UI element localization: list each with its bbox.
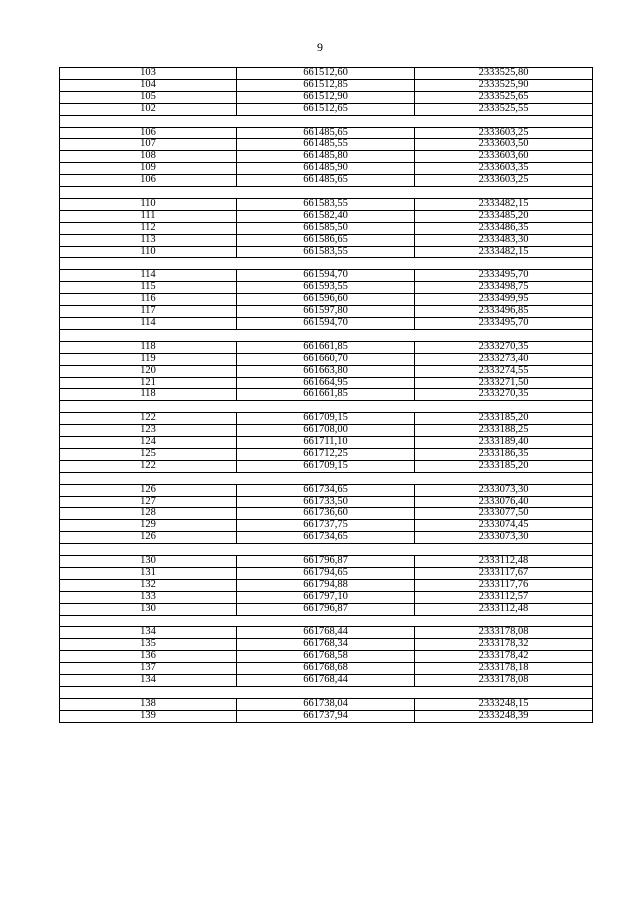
table-row <box>60 627 593 639</box>
table-row <box>60 163 593 175</box>
point-number-cell: 124 <box>60 437 237 449</box>
x-coordinate-cell: 661709,15 <box>237 460 415 472</box>
x-coordinate-cell: 661796,87 <box>237 603 415 615</box>
y-coordinate-cell: 2333112,48 <box>415 603 593 615</box>
y-coordinate-cell: 2333603,50 <box>415 139 593 151</box>
point-number-cell: 132 <box>60 579 237 591</box>
point-number-cell: 129 <box>60 520 237 532</box>
point-number-cell: 113 <box>60 234 237 246</box>
point-number-cell: 109 <box>60 163 237 175</box>
table-row <box>60 270 593 282</box>
y-coordinate-cell: 2333077,50 <box>415 508 593 520</box>
table-row <box>60 603 593 615</box>
point-number-cell: 118 <box>60 389 237 401</box>
table-row <box>60 341 593 353</box>
table-row <box>60 508 593 520</box>
point-number-cell: 106 <box>60 127 237 139</box>
point-number-cell: 136 <box>60 651 237 663</box>
table-row <box>60 651 593 663</box>
y-coordinate-cell: 2333189,40 <box>415 437 593 449</box>
x-coordinate-cell: 661737,94 <box>237 710 415 722</box>
x-coordinate-cell: 661738,04 <box>237 698 415 710</box>
point-number-cell: 110 <box>60 198 237 210</box>
group-separator-cell <box>60 258 593 270</box>
x-coordinate-cell: 661737,75 <box>237 520 415 532</box>
x-coordinate-cell: 661768,44 <box>237 675 415 687</box>
table-row <box>60 79 593 91</box>
y-coordinate-cell: 2333603,60 <box>415 151 593 163</box>
table-row <box>60 448 593 460</box>
group-separator-cell <box>60 544 593 556</box>
point-number-cell: 134 <box>60 627 237 639</box>
group-separator-row <box>60 115 593 127</box>
group-separator-row <box>60 615 593 627</box>
y-coordinate-cell: 2333274,55 <box>415 365 593 377</box>
table-row <box>60 282 593 294</box>
group-separator-cell <box>60 329 593 341</box>
y-coordinate-cell: 2333603,25 <box>415 175 593 187</box>
y-coordinate-cell: 2333112,57 <box>415 591 593 603</box>
y-coordinate-cell: 2333117,76 <box>415 579 593 591</box>
table-row <box>60 353 593 365</box>
y-coordinate-cell: 2333482,15 <box>415 198 593 210</box>
point-number-cell: 131 <box>60 567 237 579</box>
x-coordinate-cell: 661768,44 <box>237 627 415 639</box>
y-coordinate-cell: 2333525,65 <box>415 91 593 103</box>
point-number-cell: 108 <box>60 151 237 163</box>
table-row <box>60 663 593 675</box>
y-coordinate-cell: 2333186,35 <box>415 448 593 460</box>
point-number-cell: 115 <box>60 282 237 294</box>
table-row <box>60 413 593 425</box>
group-separator-row <box>60 544 593 556</box>
y-coordinate-cell: 2333248,39 <box>415 710 593 722</box>
point-number-cell: 102 <box>60 103 237 115</box>
y-coordinate-cell: 2333270,35 <box>415 389 593 401</box>
point-number-cell: 135 <box>60 639 237 651</box>
x-coordinate-cell: 661708,00 <box>237 425 415 437</box>
table-row <box>60 222 593 234</box>
table-row <box>60 198 593 210</box>
point-number-cell: 114 <box>60 270 237 282</box>
x-coordinate-cell: 661794,65 <box>237 567 415 579</box>
x-coordinate-cell: 661660,70 <box>237 353 415 365</box>
x-coordinate-cell: 661512,90 <box>237 91 415 103</box>
table-row <box>60 377 593 389</box>
table-row <box>60 210 593 222</box>
point-number-cell: 130 <box>60 556 237 568</box>
table-row <box>60 460 593 472</box>
group-separator-row <box>60 401 593 413</box>
x-coordinate-cell: 661663,80 <box>237 365 415 377</box>
group-separator-cell <box>60 472 593 484</box>
y-coordinate-cell: 2333495,70 <box>415 317 593 329</box>
y-coordinate-cell: 2333074,45 <box>415 520 593 532</box>
point-number-cell: 127 <box>60 496 237 508</box>
y-coordinate-cell: 2333603,35 <box>415 163 593 175</box>
y-coordinate-cell: 2333188,25 <box>415 425 593 437</box>
x-coordinate-cell: 661586,65 <box>237 234 415 246</box>
x-coordinate-cell: 661796,87 <box>237 556 415 568</box>
table-row <box>60 675 593 687</box>
table-row <box>60 639 593 651</box>
x-coordinate-cell: 661768,68 <box>237 663 415 675</box>
y-coordinate-cell: 2333178,32 <box>415 639 593 651</box>
group-separator-cell <box>60 615 593 627</box>
group-separator-cell <box>60 115 593 127</box>
x-coordinate-cell: 661485,65 <box>237 175 415 187</box>
group-separator-row <box>60 687 593 699</box>
x-coordinate-cell: 661661,85 <box>237 389 415 401</box>
x-coordinate-cell: 661485,80 <box>237 151 415 163</box>
x-coordinate-cell: 661596,60 <box>237 294 415 306</box>
point-number-cell: 111 <box>60 210 237 222</box>
table-row <box>60 234 593 246</box>
table-row <box>60 425 593 437</box>
point-number-cell: 126 <box>60 532 237 544</box>
page-number: 9 <box>317 40 323 54</box>
x-coordinate-cell: 661583,55 <box>237 246 415 258</box>
point-number-cell: 137 <box>60 663 237 675</box>
coordinates-table <box>59 67 593 723</box>
y-coordinate-cell: 2333603,25 <box>415 127 593 139</box>
point-number-cell: 121 <box>60 377 237 389</box>
table-row <box>60 532 593 544</box>
point-number-cell: 138 <box>60 698 237 710</box>
y-coordinate-cell: 2333076,40 <box>415 496 593 508</box>
point-number-cell: 117 <box>60 306 237 318</box>
table-row <box>60 556 593 568</box>
y-coordinate-cell: 2333073,30 <box>415 532 593 544</box>
point-number-cell: 107 <box>60 139 237 151</box>
y-coordinate-cell: 2333495,70 <box>415 270 593 282</box>
table-row <box>60 246 593 258</box>
point-number-cell: 128 <box>60 508 237 520</box>
x-coordinate-cell: 661597,80 <box>237 306 415 318</box>
y-coordinate-cell: 2333273,40 <box>415 353 593 365</box>
x-coordinate-cell: 661734,65 <box>237 484 415 496</box>
table-row <box>60 317 593 329</box>
x-coordinate-cell: 661512,60 <box>237 68 415 80</box>
table-row <box>60 710 593 722</box>
y-coordinate-cell: 2333073,30 <box>415 484 593 496</box>
y-coordinate-cell: 2333525,80 <box>415 68 593 80</box>
y-coordinate-cell: 2333498,75 <box>415 282 593 294</box>
group-separator-cell <box>60 187 593 199</box>
table-row <box>60 698 593 710</box>
x-coordinate-cell: 661583,55 <box>237 198 415 210</box>
point-number-cell: 125 <box>60 448 237 460</box>
point-number-cell: 122 <box>60 413 237 425</box>
y-coordinate-cell: 2333483,30 <box>415 234 593 246</box>
y-coordinate-cell: 2333482,15 <box>415 246 593 258</box>
x-coordinate-cell: 661485,90 <box>237 163 415 175</box>
point-number-cell: 126 <box>60 484 237 496</box>
table-row <box>60 306 593 318</box>
table-row <box>60 591 593 603</box>
table-row <box>60 294 593 306</box>
table-row <box>60 127 593 139</box>
table-row <box>60 151 593 163</box>
table-row <box>60 567 593 579</box>
y-coordinate-cell: 2333486,35 <box>415 222 593 234</box>
y-coordinate-cell: 2333185,20 <box>415 413 593 425</box>
y-coordinate-cell: 2333112,48 <box>415 556 593 568</box>
point-number-cell: 105 <box>60 91 237 103</box>
table-row <box>60 139 593 151</box>
point-number-cell: 122 <box>60 460 237 472</box>
x-coordinate-cell: 661661,85 <box>237 341 415 353</box>
table-row <box>60 103 593 115</box>
point-number-cell: 133 <box>60 591 237 603</box>
group-separator-row <box>60 329 593 341</box>
point-number-cell: 103 <box>60 68 237 80</box>
table-row <box>60 389 593 401</box>
table-row <box>60 437 593 449</box>
x-coordinate-cell: 661794,88 <box>237 579 415 591</box>
x-coordinate-cell: 661512,85 <box>237 79 415 91</box>
x-coordinate-cell: 661712,25 <box>237 448 415 460</box>
y-coordinate-cell: 2333270,35 <box>415 341 593 353</box>
table-row <box>60 91 593 103</box>
point-number-cell: 112 <box>60 222 237 234</box>
point-number-cell: 104 <box>60 79 237 91</box>
x-coordinate-cell: 661797,10 <box>237 591 415 603</box>
y-coordinate-cell: 2333178,18 <box>415 663 593 675</box>
group-separator-row <box>60 258 593 270</box>
point-number-cell: 139 <box>60 710 237 722</box>
point-number-cell: 118 <box>60 341 237 353</box>
group-separator-row <box>60 187 593 199</box>
y-coordinate-cell: 2333185,20 <box>415 460 593 472</box>
point-number-cell: 134 <box>60 675 237 687</box>
table-row <box>60 579 593 591</box>
x-coordinate-cell: 661594,70 <box>237 317 415 329</box>
y-coordinate-cell: 2333117,67 <box>415 567 593 579</box>
y-coordinate-cell: 2333496,85 <box>415 306 593 318</box>
table-row <box>60 520 593 532</box>
point-number-cell: 114 <box>60 317 237 329</box>
point-number-cell: 119 <box>60 353 237 365</box>
group-separator-cell <box>60 687 593 699</box>
table-row <box>60 496 593 508</box>
x-coordinate-cell: 661733,50 <box>237 496 415 508</box>
x-coordinate-cell: 661485,65 <box>237 127 415 139</box>
x-coordinate-cell: 661593,55 <box>237 282 415 294</box>
point-number-cell: 116 <box>60 294 237 306</box>
y-coordinate-cell: 2333499,95 <box>415 294 593 306</box>
point-number-cell: 130 <box>60 603 237 615</box>
coordinates-table-body <box>60 68 593 723</box>
y-coordinate-cell: 2333525,55 <box>415 103 593 115</box>
group-separator-row <box>60 472 593 484</box>
table-row <box>60 484 593 496</box>
table-row <box>60 365 593 377</box>
x-coordinate-cell: 661485,55 <box>237 139 415 151</box>
point-number-cell: 110 <box>60 246 237 258</box>
x-coordinate-cell: 661512,65 <box>237 103 415 115</box>
point-number-cell: 106 <box>60 175 237 187</box>
y-coordinate-cell: 2333248,15 <box>415 698 593 710</box>
x-coordinate-cell: 661582,40 <box>237 210 415 222</box>
x-coordinate-cell: 661711,10 <box>237 437 415 449</box>
y-coordinate-cell: 2333178,08 <box>415 675 593 687</box>
y-coordinate-cell: 2333525,90 <box>415 79 593 91</box>
y-coordinate-cell: 2333485,20 <box>415 210 593 222</box>
y-coordinate-cell: 2333178,08 <box>415 627 593 639</box>
table-row <box>60 175 593 187</box>
x-coordinate-cell: 661768,34 <box>237 639 415 651</box>
x-coordinate-cell: 661734,65 <box>237 532 415 544</box>
point-number-cell: 123 <box>60 425 237 437</box>
x-coordinate-cell: 661585,50 <box>237 222 415 234</box>
group-separator-cell <box>60 401 593 413</box>
x-coordinate-cell: 661594,70 <box>237 270 415 282</box>
x-coordinate-cell: 661768,58 <box>237 651 415 663</box>
x-coordinate-cell: 661664,95 <box>237 377 415 389</box>
x-coordinate-cell: 661709,15 <box>237 413 415 425</box>
point-number-cell: 120 <box>60 365 237 377</box>
table-row <box>60 68 593 80</box>
x-coordinate-cell: 661736,60 <box>237 508 415 520</box>
y-coordinate-cell: 2333271,50 <box>415 377 593 389</box>
y-coordinate-cell: 2333178,42 <box>415 651 593 663</box>
